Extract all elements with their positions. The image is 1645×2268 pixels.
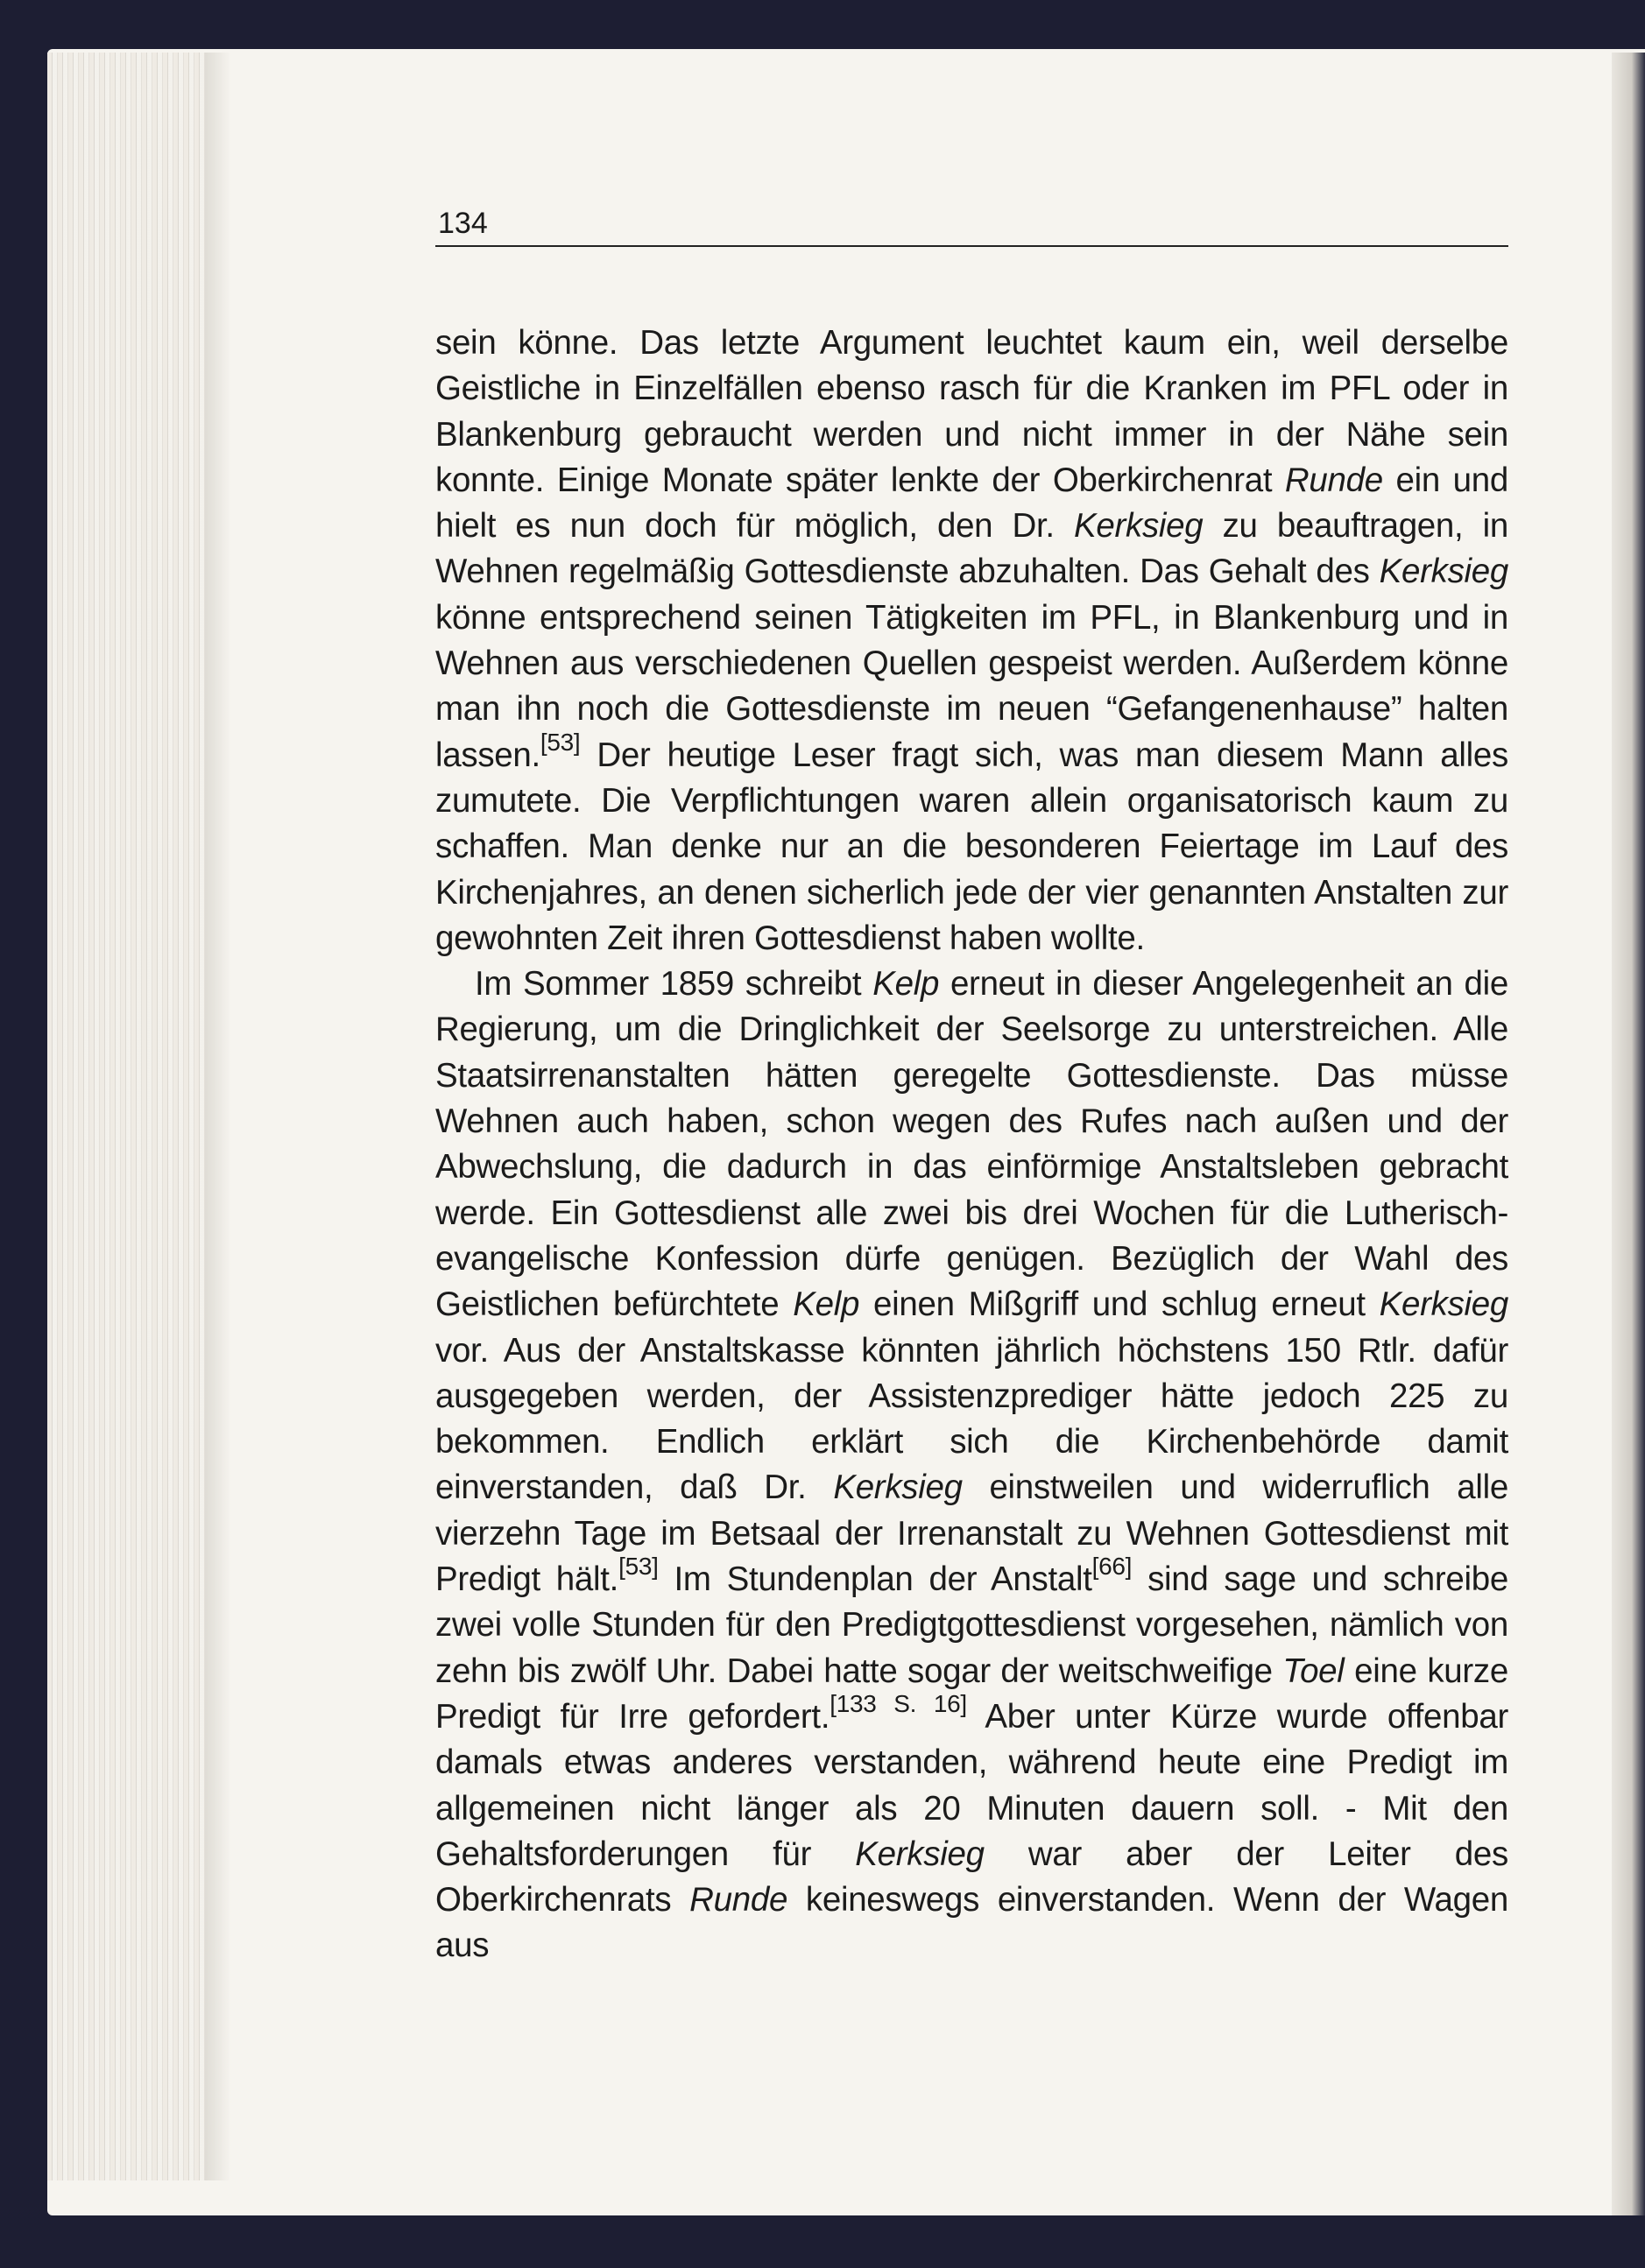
header-rule	[435, 245, 1508, 247]
text-span: sind sage und schreibe zwei volle Stunden für den Predigtgottesdienst vorgesehen, nämlich von zehn bis zwölf Uhr. Dabei hatte sogar der weitschweifige	[435, 1560, 1509, 1690]
text-span: ein und hielt es nun doch für möglich, den Dr.	[435, 461, 1508, 546]
text-span: erneut in dieser Angelegenheit an die Regierung, um die Dringlichkeit der Seelsorge zu unterstreichen. Alle Staatsirrenanstalten hätten geregelte Gottesdienste. Das müsse Wehnen auch haben, schon wegen des Rufes nach außen und der Abwechslung, die dadurch in das einförmige Anstaltsleben gebracht werde. Ein Gottesdienst alle zwei bis drei Wochen für die Lutherisch-evangelische Konfession dürfe genügen. Bezüglich der Wahl des Geistlichen befürchtete	[435, 965, 1508, 1324]
person-name: Kerksieg	[855, 1835, 985, 1873]
citation-ref: [53]	[618, 1553, 659, 1581]
body-text	[435, 320, 1508, 1969]
person-name: Kelp	[793, 1285, 860, 1324]
person-name: Kelp	[872, 965, 940, 1004]
citation-ref: [66]	[1091, 1553, 1133, 1581]
text-span: war aber der Leiter des Oberkirchenrats	[435, 1835, 1508, 1919]
citation-ref: [133 S. 16]	[830, 1690, 967, 1718]
text-span: sein könne. Das letzte Argument leuchtet kaum ein, weil derselbe Geistliche in Einzelfällen ebenso rasch für die Kranken im PFL oder in Blankenburg gebraucht werden und nicht immer in der Nähe sein konnte. Einige Monate später lenkte der Oberkirchenrat	[435, 324, 1508, 499]
person-name: Kerksieg	[1073, 507, 1204, 546]
page-edge-stack	[47, 53, 205, 2180]
paragraph-2	[435, 961, 1508, 1969]
person-name: Kerksieg	[1379, 553, 1508, 591]
text-span: Im Sommer 1859 schreibt	[475, 965, 873, 1004]
text-span: einstweilen und widerruflich alle vierzehn Tage im Betsaal der Irrenanstalt zu Wehnen Gottesdienst mit Predigt hält.	[435, 1469, 1508, 1599]
text-span: Im Stundenplan der Anstalt	[658, 1560, 1092, 1599]
text-span: könne entsprechend seinen Tätigkeiten im PFL, in Blankenburg und in Wehnen aus verschiedenen Quellen gespeist werden. Außerdem könne man ihn noch die Gottesdienste im neuen “Gefangenenhause” halten lassen.	[435, 598, 1508, 774]
text-span: zu beauftragen, in Wehnen regelmäßig Gottesdienste abzuhalten. Das Gehalt des	[435, 507, 1508, 591]
text-span: keineswegs einverstanden. Wenn der Wagen aus	[435, 1881, 1508, 1965]
person-name: Kerksieg	[833, 1469, 963, 1507]
person-name: Runde	[689, 1881, 788, 1919]
page-number: 134	[438, 207, 488, 240]
person-name: Runde	[1284, 461, 1383, 499]
text-span: Der heutige Leser fragt sich, was man diesem Mann alles zumutete. Die Verpflichtungen waren allein organisatorisch kaum zu schaffen. Man denke nur an die besonderen Feiertage im Lauf des Kirchenjahres, an denen sicherlich jede der vier genannten Anstalten zur gewohnten Zeit ihren Gottesdienst haben wollte.	[435, 736, 1508, 957]
text-span: Aber unter Kürze wurde offenbar damals etwas anderes verstanden, während heute eine Predigt im allgemeinen nicht länger als 20 Minuten dauern soll. - Mit den Gehaltsforderungen für	[435, 1697, 1508, 1873]
paragraph-1	[435, 320, 1508, 961]
person-name: Kerksieg	[1379, 1285, 1509, 1324]
text-span: vor. Aus der Anstaltskasse könnten jährlich höchstens 150 Rtlr. dafür ausgegeben werden, der Assistenzprediger hätte jedoch 225 zu bekommen. Endlich erklärt sich die Kirchenbehörde damit einverstanden, daß Dr.	[435, 1331, 1508, 1507]
page-edge-shadow	[205, 53, 231, 2180]
citation-ref: [53]	[540, 728, 581, 756]
text-span: eine kurze Predigt für Irre gefordert.	[435, 1652, 1508, 1736]
book-spine-edge	[1612, 53, 1645, 2215]
text-span: einen Mißgriff und schlug erneut	[859, 1285, 1380, 1324]
person-name: Toel	[1282, 1652, 1345, 1690]
